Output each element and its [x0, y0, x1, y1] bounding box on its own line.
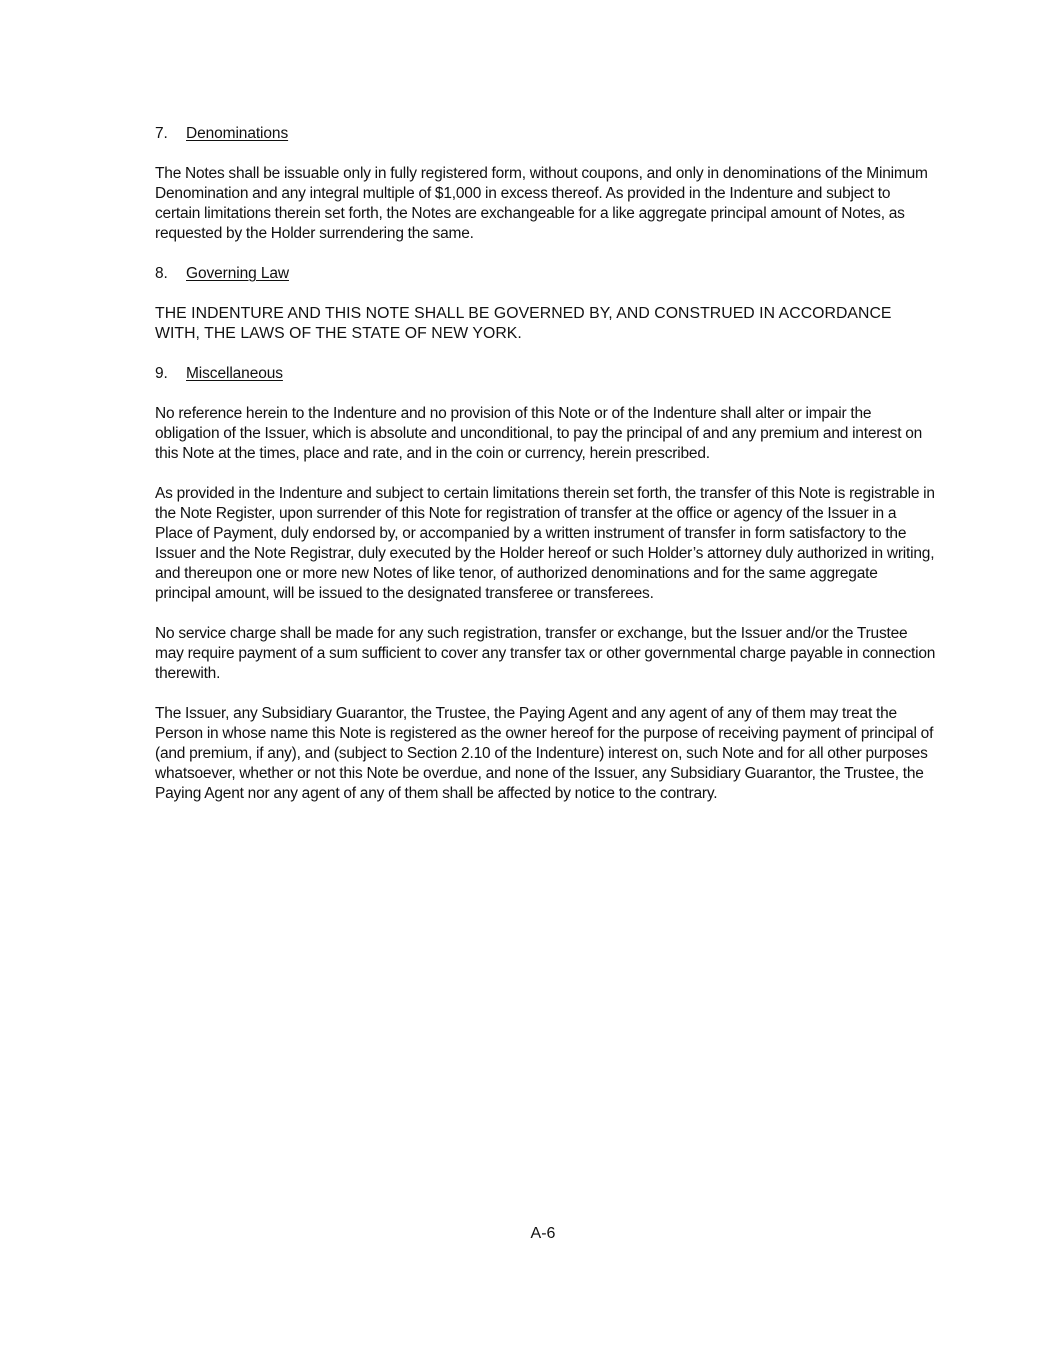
- section-title: Governing Law: [186, 265, 289, 282]
- governing-law-paragraph: THE INDENTURE AND THIS NOTE SHALL BE GOVERNED BY, AND CONSTRUED IN ACCORDANCE WITH, THE LAWS OF THE STATE OF NEW YORK.: [155, 305, 892, 342]
- section-heading-denominations: [155, 124, 937, 144]
- miscellaneous-paragraph-transfer: As provided in the Indenture and subject to certain limitations therein set forth, the transfer of this Note is registrable in the Note Register, upon surrender of this Note for registration of transfer at the office or agency of the Issuer in a Place of Payment, duly endorsed by, or accompanied by a written instrument of transfer in form satisfactory to the Issuer and the Note Registrar, duly executed by the Holder hereof or such Holder’s attorney duly authorized in writing, and thereupon one or more new Notes of like tenor, of authorized denominations and for the same aggregate principal amount, will be issued to the designated transferee or transferees.: [155, 485, 935, 602]
- section-title: Miscellaneous: [186, 365, 283, 382]
- section-number: 9.: [155, 365, 168, 382]
- section-title: Denominations: [186, 125, 289, 142]
- document-body: [155, 124, 937, 824]
- miscellaneous-paragraph-owner: The Issuer, any Subsidiary Guarantor, the Trustee, the Paying Agent and any agent of any of them may treat the Person in whose name this Note is registered as the owner hereof for the purpose of receiving payment of principal of (and premium, if any), and (subject to Section 2.10 of the Indenture) interest on, such Note and for all other purposes whatsoever, whether or not this Note be overdue, and none of the Issuer, any Subsidiary Guarantor, the Trustee, the Paying Agent nor any agent of any of them shall be affected by notice to the contrary.: [155, 705, 934, 802]
- page-number: A-6: [530, 1225, 556, 1242]
- denominations-paragraph: The Notes shall be issuable only in fully registered form, without coupons, and only in denominations of the Minimum Denomination and any integral multiple of $1,000 in excess thereof. As provided in the Indenture and subject to certain limitations therein set forth, the Notes are exchangeable for a like aggregate principal amount of Notes, as requested by the Holder surrendering the same.: [155, 165, 928, 242]
- section-number: 8.: [155, 265, 168, 282]
- section-heading-miscellaneous: [155, 364, 937, 384]
- section-heading-governing-law: [155, 264, 937, 284]
- section-number: 7.: [155, 125, 168, 142]
- miscellaneous-paragraph-service-charge: No service charge shall be made for any such registration, transfer or exchange, but the Issuer and/or the Trustee may require payment of a sum sufficient to cover any transfer tax or other governmental charge payable in connection therewith.: [155, 625, 936, 682]
- miscellaneous-paragraph-obligation: No reference herein to the Indenture and no provision of this Note or of the Indenture shall alter or impair the obligation of the Issuer, which is absolute and unconditional, to pay the principal of and any premium and interest on this Note at the times, place and rate, and in the coin or currency, herein prescribed.: [155, 405, 923, 462]
